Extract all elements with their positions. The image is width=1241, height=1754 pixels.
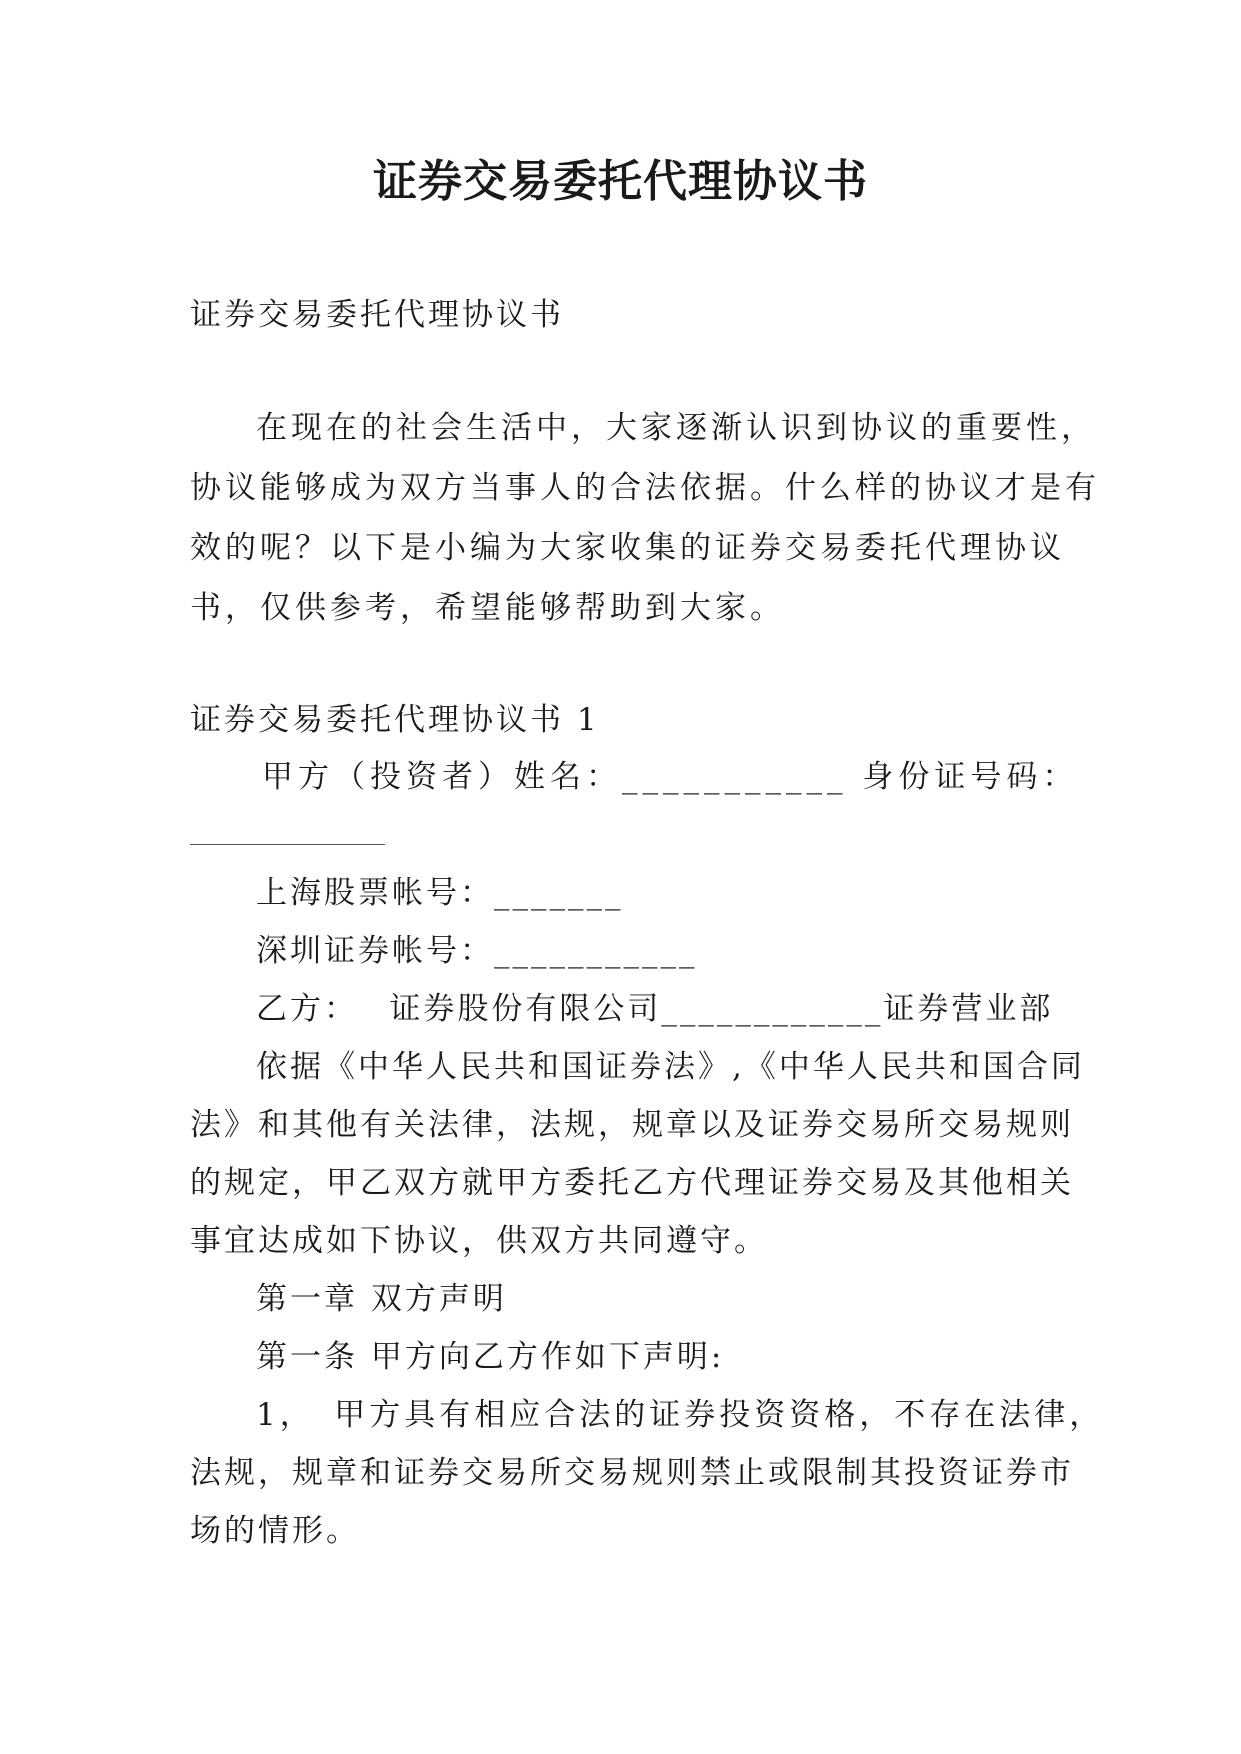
clause-line-3: 场的情形。 [190,1513,360,1549]
party-a-name-line: 甲方（投资者）姓名：___________ 身份证号码： [262,759,1079,795]
intro-line-4: 书，仅供参考，希望能够帮助到大家。 [190,590,785,626]
id-number-blank [190,843,385,845]
subtitle-line: 证券交易委托代理协议书 [190,297,564,333]
intro-line-3: 效的呢？以下是小编为大家收集的证券交易委托代理协议 [190,530,1065,566]
chapter-heading: 第一章 双方声明 [256,1281,507,1317]
basis-line-4: 事宜达成如下协议，供双方共同遵守。 [190,1223,768,1259]
basis-line-2: 法》和其他有关法律，法规，规章以及证券交易所交易规则 [190,1107,1074,1143]
section-heading-1: 证券交易委托代理协议书 1 [190,702,600,738]
party-b-line: 乙方： 证券股份有限公司____________证券营业部 [256,991,1054,1027]
document-title: 证券交易委托代理协议书 [373,156,868,207]
clause-line-1: 1， 甲方具有相应合法的证券投资资格，不存在法律， [256,1397,1105,1433]
basis-line-3: 的规定，甲乙双方就甲方委托乙方代理证券交易及其他相关 [190,1165,1074,1201]
intro-line-1: 在现在的社会生活中，大家逐渐认识到协议的重要性， [256,410,1096,446]
shenzhen-account-line: 深圳证券帐号：___________ [256,933,698,969]
basis-line-1: 依据《中华人民共和国证券法》,《中华人民共和国合同 [256,1049,1085,1085]
clause-line-2: 法规，规章和证券交易所交易规则禁止或限制其投资证券市 [190,1455,1074,1491]
intro-line-2: 协议能够成为双方当事人的合法依据。什么样的协议才是有 [190,470,1100,506]
article-heading: 第一条 甲方向乙方作如下声明: [256,1339,725,1375]
shanghai-account-line: 上海股票帐号：_______ [256,875,624,911]
